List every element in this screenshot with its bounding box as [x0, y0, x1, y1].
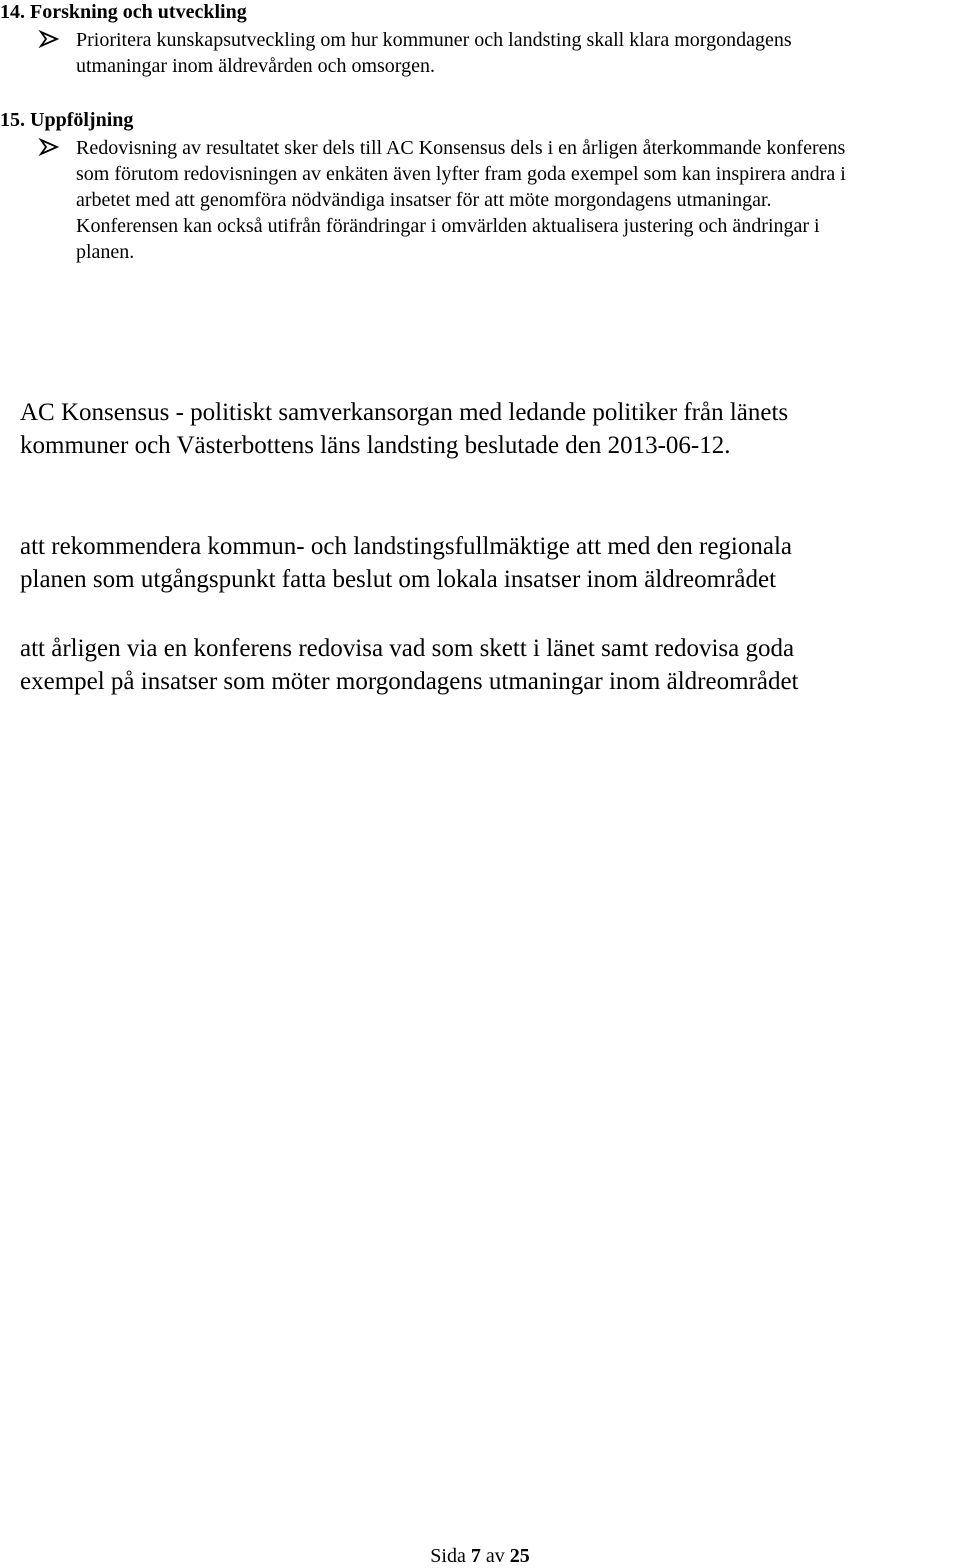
text-line: Konferensen kan också utifrån förändringar i omvärlden aktualisera justering och ändringar i: [76, 215, 820, 237]
arrowhead-bullet-icon: [37, 134, 65, 160]
text-line: kommuner och Västerbottens läns landsting beslutade den 2013-06-12.: [20, 432, 731, 459]
section-heading-14: 14. Forskning och utveckling: [0, 1, 247, 23]
text-line: som förutom redovisningen av enkäten även lyfter fram goda exempel som kan inspirera andra i: [76, 163, 846, 185]
recommendation-paragraph-2: [20, 632, 799, 698]
page-footer: [0, 1544, 960, 1568]
text-line: planen som utgångspunkt fatta beslut om lokala insatser inom äldreområdet: [20, 566, 777, 593]
text-line: att rekommendera kommun- och landstingsfullmäktige att med den regionala: [20, 533, 792, 560]
recommendation-paragraph-1: [20, 530, 792, 596]
text-line: Redovisning av resultatet sker dels till AC Konsensus dels i en årligen återkommande konferens: [76, 137, 846, 159]
section14-bullet-text: [76, 27, 792, 79]
text-line: utmaningar inom äldrevården och omsorgen.: [76, 55, 435, 77]
arrowhead-bullet-icon: [37, 26, 65, 52]
footer-prefix: Sida: [430, 1545, 466, 1567]
text-line: Prioritera kunskapsutveckling om hur kommuner och landsting skall klara morgondagens: [76, 29, 792, 51]
section-heading-15: 15. Uppföljning: [0, 109, 134, 131]
text-line: exempel på insatser som möter morgondagens utmaningar inom äldreområdet: [20, 668, 799, 695]
footer-separator: av: [485, 1545, 505, 1567]
text-line: planen.: [76, 241, 135, 263]
decision-paragraph: [20, 396, 788, 462]
text-line: AC Konsensus - politiskt samverkansorgan med ledande politiker från länets: [20, 399, 789, 426]
text-line: att årligen via en konferens redovisa vad som skett i länet samt redovisa goda: [20, 635, 795, 662]
footer-page-total: 25: [509, 1545, 530, 1567]
text-line: arbetet med att genomföra nödvändiga insatser för att möte morgondagens utmaningar.: [76, 189, 772, 211]
footer-page-number: 7: [470, 1545, 481, 1567]
section15-bullet-text: [76, 135, 846, 265]
